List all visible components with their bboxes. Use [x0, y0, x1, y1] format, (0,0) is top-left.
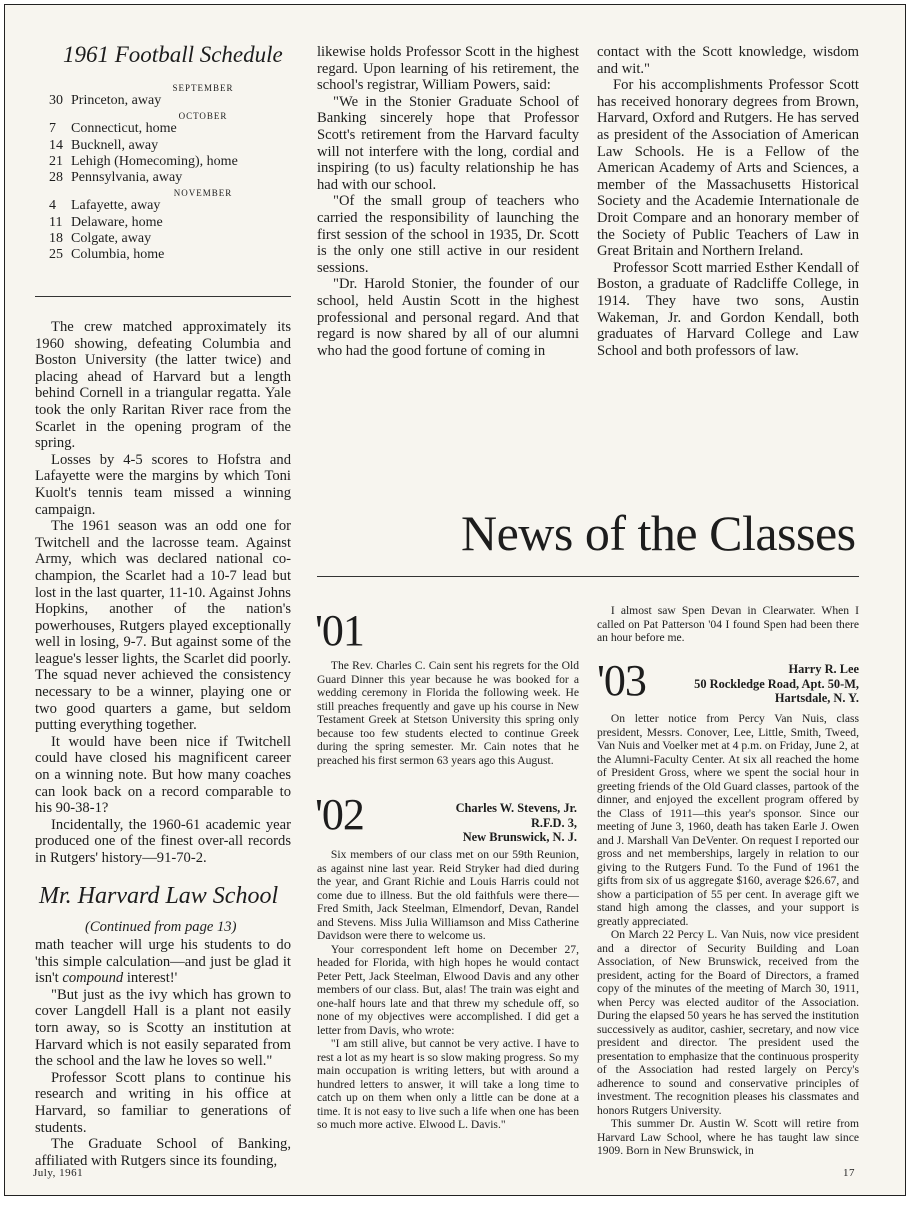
class-01-notes — [317, 659, 579, 767]
schedule-month: NOVEMBER — [173, 188, 233, 199]
game-opponent: Lehigh (Homecoming), home — [71, 153, 238, 169]
correspondent-02 — [405, 801, 577, 845]
paragraph: Your correspondent left home on December 27, headed for Florida, with high hopes he would contact Peter Pett, Jack Steelman, Elwood Davis and any other members of our class. But, alas! The train was eight and one-half hours late and that threw my schedule off, so none of my objectives were accomplished. I did get a letter from Davis, who wrote: — [317, 942, 579, 1037]
game-opponent: Bucknell, away — [71, 137, 159, 153]
schedule-row — [49, 247, 299, 263]
paragraph: On letter notice from Percy Van Nuis, class president, Messrs. Conover, Lee, Little, Smith, Tweed, Van Nuis and Voelker met at 4 p.m. on Friday, June 2, at the Alumni-Faculty Center. At six all reached the home of President Gross, where we spent the social hour in greeting friends of the Old Guard classes, partook of the dinner, and enjoyed the excellent program offered by the Class of 1911—this year's sponsor. Since our meeting of June 3, 1960, death has taken Earle J. Owen and J. Marshall Van DeVenter. On request I reported our gross and net memberships, largely in relation to our giving to the Rutgers Fund. To the Fund of 1961 the gifts from six of us aggregate $160, average $26.67, and show a participation of 55 per cent. In average gift we stand high among the classes, and your support is greatly appreciated. — [597, 712, 859, 928]
paragraph: On March 22 Percy L. Van Nuis, now vice president and a director of Security Building and Loan Association, of New Brunswick, received from the president, acting for the Board of Directors, a framed copy of the minutes of the meeting of March 30, 1911, when Percy was elected auditor of the Association. During the elapsed 50 years he has served the institution successively as auditor, cashier, secretary, and now vice president and director. The president used the presentation to emphasize that the continuous prosperity of the Association had rested largely on Percy's adherence to sound and conservative principles of investment. The recognition pleases his classmates and honors Rutgers University. — [597, 928, 859, 1117]
sports-column — [35, 319, 291, 867]
game-opponent: Delaware, home — [71, 214, 163, 230]
paragraph: It would have been nice if Twitchell could have closed his magnificent career on a winning note. But how many coaches can look back on a record comparable to his 90-38-1? — [35, 733, 291, 817]
paragraph: Professor Scott plans to continue his research and writing in his office at Harvard, so familiar to generations of students. — [35, 1069, 291, 1136]
paragraph: Losses by 4-5 scores to Hofstra and Lafayette were the margins by which Toni Kuolt's tennis team missed a winning campaign. — [35, 451, 291, 518]
schedule-month: SEPTEMBER — [172, 83, 234, 93]
class-year-01: '01 — [315, 606, 364, 655]
schedule-row — [49, 198, 299, 214]
paragraph: I almost saw Spen Devan in Clearwater. When I called on Pat Patterson '04 I found Spen had been there an hour before me. — [597, 604, 859, 644]
paragraph: This summer Dr. Austin W. Scott will retire from Harvard Law School, where he has taught law since 1909. Born in New Brunswick, in — [597, 1117, 859, 1157]
correspondent-address: 50 Rockledge Road, Apt. 50-M, — [694, 676, 859, 691]
paragraph: "We in the Stonier Graduate School of Banking sincerely hope that Professor Scott's retirement from the Harvard faculty will not interfere with the long, cordial and inspiring (to us) faculty relationship he has had with our school. — [317, 93, 579, 193]
paragraph: "Of the small group of teachers who carried the responsibility of launching the first session of the school in 1935, Dr. Scott is the only one still active in our resident sessions. — [317, 193, 579, 276]
paragraph: The 1961 season was an odd one for Twitchell and the lacrosse team. Against Army, which was declared national co-champion, the Scarlet had a 10-7 lead but lost in the last quarter, 11-10. Against Johns Hopkins, another of the nation's powerhouses, Rutgers played exceptionally well in losing, 9-7. But against some of the league's lesser lights, the Scarlet did poorly. The squad never achieved the consistency necessary to be a winner, playing one or two good quarters a game, but seldom putting everything together. — [35, 518, 291, 734]
football-schedule — [49, 81, 299, 264]
paragraph: Six members of our class met on our 59th Reunion, as against nine last year. Reid Stryker had died during the year, and Grant Richie and Louis Harris could not come due to illness. But the old faithfuls were there—Fred Smith, Jack Steelman, Elmendorf, Devan, Randel and Stevens. Miss Julia Williamson and Miss Catherine Davidson were there to welcome us. — [317, 848, 579, 942]
page-number: 17 — [843, 1167, 855, 1179]
game-date: 7 — [49, 121, 56, 137]
schedule-month: OCTOBER — [178, 111, 228, 122]
game-opponent: Colgate, away — [71, 231, 152, 247]
class-02-continued — [597, 604, 859, 645]
paragraph: Incidentally, the 1960-61 academic year produced one of the finest over-all records in Rutgers' history—91-70-2. — [35, 816, 291, 866]
harvard-column-2 — [317, 44, 579, 359]
game-date: 21 — [49, 153, 63, 169]
class-year-02: '02 — [315, 790, 364, 839]
paragraph: For his accomplishments Professor Scott has received honorary degrees from Brown, Harvard, Oxford and Rutgers. He has served as president of the Association of American Law Schools. He is a Fellow of the American Academy of Arts and Sciences, a member of the Massachusetts Historical Society and the Academie Internationale de Droit Compare and an honorary member of the Society of Public Teachers of Law in Great Britain and Northern Ireland. — [597, 77, 859, 260]
paragraph: "But just as the ivy which has grown to cover Langdell Hall is a plant not easily torn away, so is Scotty an institution at Harvard which is not easily separated from the school and the law he loves so well." — [35, 986, 291, 1070]
correspondent-03 — [665, 662, 859, 706]
paragraph: The Graduate School of Banking, affiliated with Rutgers since its founding, — [35, 1136, 291, 1169]
paragraph: "I am still alive, but cannot be very active. I have to rest a lot as my heart is so slow making progress. So my main occupation is writing letters, but with around a hundred letters to answer, it will take a long time to catch up on them when only a little can be done at a time. It is not easy to live such a life when one has been so much more active. Elwood L. Davis." — [317, 1037, 579, 1131]
schedule-title: 1961 Football Schedule — [63, 42, 283, 67]
game-date: 25 — [49, 247, 63, 263]
paragraph: likewise holds Professor Scott in the highest regard. Upon learning of his retirement, the school's registrar, William Powers, said: — [317, 44, 579, 94]
paragraph: The Rev. Charles C. Cain sent his regrets for the Old Guard Dinner this year because he was booked for a wedding ceremony in Florida the following week. He still preaches frequently and gave up his course in New Testament Greek at Stetson University this spring only because too few students elected to continue Greek during the spring semester. Mr. Cain notes that he preached his first sermon 63 years ago this August. — [317, 659, 579, 767]
issue-date: July, 1961 — [33, 1167, 84, 1179]
harvard-text: math teacher will urge his students to do 'this simple calculation—and just be glad it isn't — [35, 937, 291, 987]
class-02-notes — [317, 848, 579, 1132]
schedule-row — [49, 215, 299, 231]
game-opponent: Columbia, home — [71, 247, 165, 263]
game-date: 28 — [49, 170, 63, 186]
divider — [35, 296, 291, 297]
correspondent-city: New Brunswick, N. J. — [462, 830, 577, 845]
harvard-column-3 — [597, 44, 859, 359]
harvard-text: interest!' — [123, 970, 178, 987]
game-date: 14 — [49, 137, 63, 153]
game-date: 11 — [49, 214, 63, 230]
correspondent-address: R.F.D. 3, — [530, 815, 577, 830]
paragraph: The crew matched approximately its 1960 showing, defeating Columbia and Boston University (the latter twice) and placing ahead of Harvard but a length behind Cornell in a triangular regatta. Yale took the only Raritan River race from the Scarlet in the opening program of the spring. — [35, 319, 291, 452]
schedule-row — [49, 231, 299, 247]
schedule-row — [49, 121, 299, 137]
game-opponent: Lafayette, away — [71, 198, 161, 214]
schedule-row — [49, 93, 299, 109]
class-03-notes — [597, 712, 859, 1158]
game-date: 18 — [49, 231, 63, 247]
magazine-page — [4, 4, 906, 1196]
paragraph: Professor Scott married Esther Kendall of Boston, a graduate of Radcliffe College, in 1914. They have two sons, Austin Wakeman, Jr. and Gordon Kendall, both graduates of Harvard College and Law School and both professors of law. — [597, 259, 859, 359]
correspondent-name: Harry R. Lee — [788, 662, 859, 676]
schedule-row — [49, 154, 299, 170]
paragraph: contact with the Scott knowledge, wisdom and wit." — [597, 44, 859, 77]
divider — [317, 576, 859, 577]
correspondent-city: Hartsdale, N. Y. — [774, 691, 859, 706]
continued-note: (Continued from page 13) — [85, 919, 237, 935]
section-title: News of the Classes — [461, 505, 856, 561]
schedule-row — [49, 170, 299, 186]
game-opponent: Pennsylvania, away — [71, 170, 183, 186]
game-date: 30 — [49, 93, 63, 108]
paragraph: "Dr. Harold Stonier, the founder of our school, held Austin Scott in the highest professional and personal regard. And that regard is now shared by all of our alumni who had the good fortune of coming in — [317, 276, 579, 359]
class-year-03: '03 — [597, 656, 646, 705]
game-opponent: Princeton, away — [71, 93, 162, 108]
game-date: 4 — [49, 198, 56, 214]
harvard-column-1 — [35, 937, 291, 1169]
article-title: Mr. Harvard Law School — [39, 883, 279, 909]
harvard-emphasis: compound — [62, 970, 124, 987]
game-opponent: Connecticut, home — [71, 121, 177, 137]
correspondent-name: Charles W. Stevens, Jr. — [455, 801, 577, 815]
schedule-row — [49, 138, 299, 154]
